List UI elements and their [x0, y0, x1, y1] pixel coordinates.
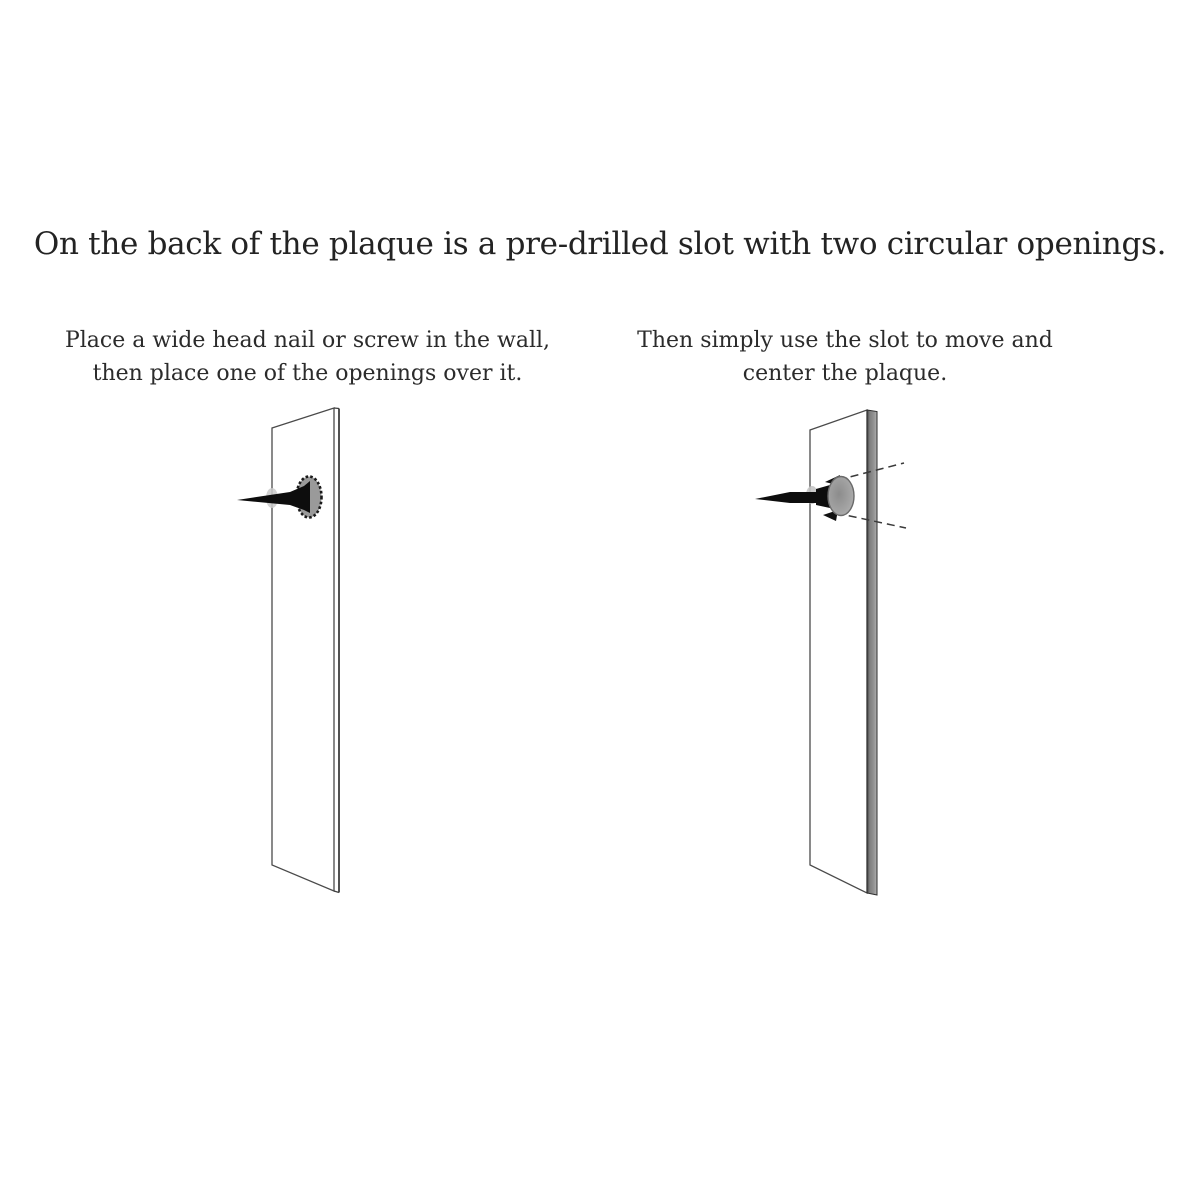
page-title: On the back of the plaque is a pre-drilled slot with two circular openings.	[33, 226, 1167, 262]
step-1-caption-line-2: then place one of the openings over it.	[92, 361, 523, 386]
nail-head-icon	[828, 477, 854, 516]
step-1-caption-line-1: Place a wide head nail or screw in the wall,	[64, 328, 551, 353]
plaque-side-edge	[867, 410, 877, 895]
step-2-illustration	[755, 410, 906, 895]
plaque-edge-top	[334, 408, 339, 409]
step-1-illustration	[237, 408, 339, 893]
step-2-caption-line-2: center the plaque.	[742, 361, 948, 386]
nail-icon	[755, 492, 817, 503]
step-2-caption-line-1: Then simply use the slot to move and	[637, 328, 1053, 353]
